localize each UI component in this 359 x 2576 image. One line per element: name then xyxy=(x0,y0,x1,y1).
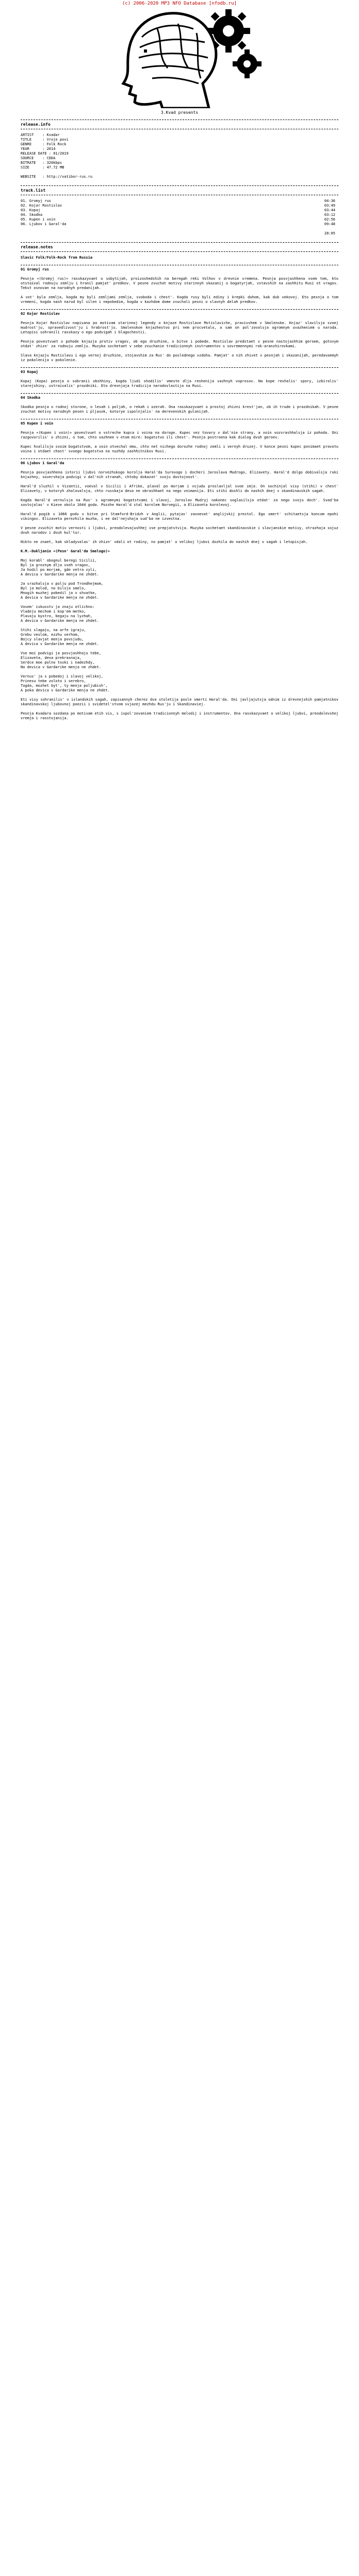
song-stanza xyxy=(21,651,338,670)
release-info-line: SIZE : 47.72 MB xyxy=(21,165,64,170)
section-paragraph: Pesnja Kojar Rostislav napisana po motivam starinnoj legendy o knjaze Rostislave Mstislaviche, pravivshem v Smolenske. Knjaz' slavilsja svoej mudrost'ju, spravedlivost'ju i hrabrost'ju. Smolenskoe knjazhestvo pri nem procvetalo, a sam on pol'zovalsja ogromnym uvazheniem u naroda. Letopisi sohranili rasskazy o ego podvigah i blagochestii. xyxy=(21,321,338,334)
song-line: Vse moi podvigi ja posvjashhaju tebe, xyxy=(21,651,101,655)
release-notes-header: release.notes xyxy=(21,245,53,249)
song-line: Ja srazhalsja v polju pod Trondhejmom, xyxy=(21,582,104,586)
section-paragraph: Kogda Haral'd vernulsja na Rus' s ogromnymi bogatstvami i slavoj, Jaroslav Mudryj nakonec soglasilsja otdat' za nego svoju doch'. Svad'ba sostojalas' v Kieve okolo 1044 goda. Pozzhe Haral'd stal korolem Norvegii, a Elizaveta korolevoj. xyxy=(21,498,338,507)
song-title: K.M.-Dukljanin «(Pesn' Garal'da Smelogo)» xyxy=(21,549,110,553)
track-row xyxy=(21,217,335,222)
track-row xyxy=(21,222,335,227)
section-paragraph: A vot' byla zemlja, kogda my byli zemljami zemlja, svoboda i chest'. Kogda rusy byli ediny i krepki duhom, kak dub vekovoj. Eto pesnja o tom vremeni, kogda nash narod byl silen i nepobedim, kogda v kazhdom dome zvuchali pesni o slavnyh delah predkov. xyxy=(21,295,338,304)
song-line: Plavaju bystro, begaju na lyzhah, xyxy=(21,614,93,618)
release-info-line: YEAR : 2014 xyxy=(21,147,56,151)
song-line: Byl ja molod, no bilsja smelo, xyxy=(21,586,86,590)
closing-paragraph: Pesnja Kvadara sozdana po motivam etih vis, s ispol'zovaniem tradicionnyh melodij i instrumentov. Ona rasskazyvaet o velikoj ljubvi, preodolevshej vremja i rasstojanija. xyxy=(21,711,338,720)
section-title: 01 Gromyj rus xyxy=(21,267,49,272)
song-stanza xyxy=(21,558,338,577)
track-title: 01. Gromyj rus xyxy=(21,199,52,203)
release-info-header: release.info xyxy=(21,122,51,127)
section-paragraph: Skodka pesnja o rodnoj storone, o lesah i poljah, o rekah i ozerah. Ona rasskazyvaet o prostoj zhizni krest'jan, ob ih trude i prazdnikah. V pesne zvuchat motivy narodnyh pesen i pljasok, kotorye ispolnjalis' na derevenskih gulanijah. xyxy=(21,405,338,414)
track-title: 03. Kopaj xyxy=(21,208,40,212)
song-line: Elizaveta, deva prekrasnaja, xyxy=(21,656,82,660)
section-paragraph: V pesne zvuchit motiv vernosti i ljubvi, preodolevajushhej vse prepjatstvija. Muzyka sochetaet skandinavskie i slavjanskie motivy, otrazhaja sojuz dvuh narodov i dvuh kul'tur. xyxy=(21,526,338,535)
release-info-line: WEBSITE : http://vatibor-rus.ru xyxy=(21,175,93,179)
song-line: A devica v Gardarike menja ne zhdet. xyxy=(21,572,99,577)
release-info-line: BITRATE : 320kbps xyxy=(21,161,62,165)
song-line: Vernus' ja s pobedoj i slavoj velikoj, xyxy=(21,674,104,679)
song-line: Grebu veslom, ezzhu verhom, xyxy=(21,633,79,637)
release-info-block xyxy=(21,133,335,179)
section-paragraph: Nikto ne znaet, kak skladyvalas' ih zhizn' vdali ot rodiny, no pamjat' o velikoj ljubvi dozhila do nashih dnej v sagah i letopisjah. xyxy=(21,540,308,544)
song-line: Moj korabl' obognul beregi Sicilii, xyxy=(21,558,97,563)
track-row xyxy=(21,213,335,217)
release-info-line xyxy=(21,170,335,175)
song-line: Vladeju mechom i kop'em metko, xyxy=(21,609,86,614)
presents-line: 3.Kvad presents xyxy=(160,110,199,115)
section-paragraph: Pesnja posvjashhena istorii ljubvi norvezhskogo korolja Haral'da Surovogo i docheri Jaroslava Mudrogo, Elizavety. Haral'd dolgo dobivalsja ruki knjazhny, sovershaja podvigi v dal'nih stranah, chtoby dokazat' svoju dostojnost'. xyxy=(21,470,338,479)
song-line: Serdce moe polno toski i nadezhdy, xyxy=(21,660,95,665)
song-stanza xyxy=(21,628,338,647)
song-line: Mnogih muzhej pobedil ja v shvatke, xyxy=(21,591,97,595)
track-title: 02. Kojar Rostislav xyxy=(21,204,62,208)
track-row xyxy=(21,199,335,204)
section-divider xyxy=(21,367,338,368)
section-paragraph: Haral'd pogib v 1066 godu v bitve pri Stamford-Bridzh v Anglii, pytajas' zavoevat' anglijskij prestol. Ego smert' schitaetsja koncom epohi vikingov. Elizaveta perezhila muzha, i ee dal'nejshaja sud'ba ne izvestna. xyxy=(21,512,338,521)
track-time: 02:56 xyxy=(324,217,335,222)
section-paragraph: Kopaj (Kopa) pesnja o sobranii obshhiny, kogda ljudi shodilis' vmeste dlja reshenija vazhnyh voprosov. Na kope reshalis' spory, izbiralis' starejshiny, ustraivalis' prazdniki. Eto drevnjaja tradicija narodovlastija na Rusi. xyxy=(21,379,338,388)
song-line: No devica v Gardarike menja ne zhdet. xyxy=(21,665,101,669)
release-notes-body xyxy=(21,256,338,2576)
divider xyxy=(21,242,338,243)
song-line: A devica v Gardarike menja ne zhdet. xyxy=(21,596,99,600)
track-title: 05. Kupen i voin xyxy=(21,217,56,222)
section-title: 05 Kupen i voin xyxy=(21,421,54,426)
closing-paragraph: Eti visy sohranilis' v islandskih sagah, zapisannyh cherez dva stoletija posle smerti Haral'da. Oni javljajutsja odnim iz drevnejshih pamjatnikov skandinavskoj ljubovnoj poezii i svidetel'stvom svjazej mezhdu Rus'ju i Skandinaviej. xyxy=(21,698,338,706)
section-divider xyxy=(21,393,338,394)
song-line: Stihi slagaju, na arfe igraju, xyxy=(21,628,86,632)
human-head-icon xyxy=(123,13,216,108)
copyright-notice: (c) 2006-2020 MP3 NFO Database [nfodb.ru] xyxy=(122,1,237,6)
track-time: 04:36 xyxy=(324,199,335,203)
section-paragraph: Slava knjazju Rostislavu i ego vernoj druzhine, stojavshim za Rus' do poslednego vzdoha. Pamjat' o nih zhivet v pesnjah i skazanijah, peredavaemyh iz pokolenija v pokolenie. xyxy=(21,353,338,362)
release-info-line: SOURCE : CDDA xyxy=(21,156,56,160)
song-line: Bojcy slavjat menja povsjudu, xyxy=(21,637,84,641)
song-line: Togda, mozhet byt', ty menja poljubish', xyxy=(21,684,108,688)
song-line: Byl ja groznym dlja vseh vragov, xyxy=(21,563,90,567)
head-gears-logo xyxy=(90,6,269,108)
section-paragraph: Haral'd sluzhil v Vizantii, voeval v Sicilii i Afrike, plaval po morjam i vsjudu proslavljal svoe imja. On sochinjal visy (stihi) v chest' Elizavety, v kotoryh zhalovalsja, chto russkaja deva ne obrashhaet na nego vnimanija. Eti stihi doshli do nashih dnej v skandinavskih sagah. xyxy=(21,484,338,493)
release-info-line: TITLE : Vroje povi xyxy=(21,138,69,142)
section-title: 06 Ljubov i Garal'da xyxy=(21,461,64,465)
section-title: 04 Skodka xyxy=(21,396,40,400)
track-total: 28:05 xyxy=(324,231,335,235)
tracklist-header: track.list xyxy=(21,188,46,193)
tracklist-block xyxy=(21,199,335,236)
release-info-line: GENRE : Folk Rock xyxy=(21,142,67,146)
section-paragraph: Pesnja «(Gromyj rus)» rasskazyvaet o sobytijah, proizoshedshih na beregah reki Volhov v drevnie vremena. Pesnja posvjashhena vsem tem, kto otstaival rodnuju zemlju i hranil pamjat' predkov. V pesne zvuchat motivy starinnyh skazanij o bogatyrjah, vstavshih na zashhitu Rusi ot vragov. Tekst osnovan na narodnyh predanijah. xyxy=(21,277,338,290)
track-time: 09:48 xyxy=(324,222,335,226)
section-paragraph: Pesnja «(Kupen i voin)» povestvuet o vstreche kupca i voina na doroge. Kupec vez tovary v dal'nie strany, a voin vozvrashhalsja iz pohoda. Oni razgovorilis' o zhizni, o tom, chto vazhnee v etom mire: bogatstvo ili chest'. Pesnja postroena kak dialog dvuh geroev. xyxy=(21,431,338,439)
divider xyxy=(21,185,338,186)
section-paragraph: Pesnja povestvuet o pohode knjazja protiv vragov, ob ego druzhine, o bitve i pobede. Rostislav predstaet v pesne nastojashhim geroem, gotovym otdat' zhizn' za rodnuju zemlju. Muzyka sochetaet v sebe zvuchanie tradicionnyh instrumentov s sovremennymi rok-aranzhirovkami. xyxy=(21,340,338,348)
track-time: 03:12 xyxy=(324,213,335,217)
track-total-row xyxy=(21,231,335,236)
section-divider xyxy=(21,309,338,310)
track-title: 06. Ljubov i Garal'da xyxy=(21,222,67,226)
release-info-line: RELEASE DATE : 01/2019 xyxy=(21,151,69,156)
section-paragraph: Kupec hvalilsja svoim bogatstvom, a voin otvechal emu, chto net nichego dorozhe rodnoj zemli i vernyh druzej. V konce pesni kupec ponimaet pravotu voina i otdaet chast' svoego bogatstva na nuzhdy zashhitnikov Rusi. xyxy=(21,445,338,453)
song-line: A poka devica v Gardarike menja ne zhdet. xyxy=(21,688,110,692)
section-title: 03 Kopaj xyxy=(21,370,38,374)
track-row xyxy=(21,204,335,208)
track-row xyxy=(21,208,335,213)
section-title: 02 Kojar Rostislav xyxy=(21,312,60,316)
divider xyxy=(21,251,338,252)
song-stanza xyxy=(21,605,338,623)
song-line: A devica v Gardarike menja ne zhdet. xyxy=(21,619,99,623)
release-info-line: ARTIST : Kvadar xyxy=(21,133,60,137)
song-stanza xyxy=(21,582,338,600)
song-line: Vosem' iskusstv ja znaju otlichno: xyxy=(21,605,95,609)
song-line: Ja hodil po morjam, gde vetra vyli, xyxy=(21,568,97,572)
notes-intro: Slavic Folk/Folk-Rock from Russia xyxy=(21,256,93,260)
song-line: A devica v Gardarike menja ne zhdet. xyxy=(21,642,99,646)
song-stanza xyxy=(21,674,338,693)
gear-icon xyxy=(233,49,262,78)
track-title: 04. Skodka xyxy=(21,213,43,217)
song-line: Prinesu tebe zoloto i serebro, xyxy=(21,679,86,683)
track-time: 03:49 xyxy=(324,204,335,208)
track-time: 03:44 xyxy=(324,208,335,212)
